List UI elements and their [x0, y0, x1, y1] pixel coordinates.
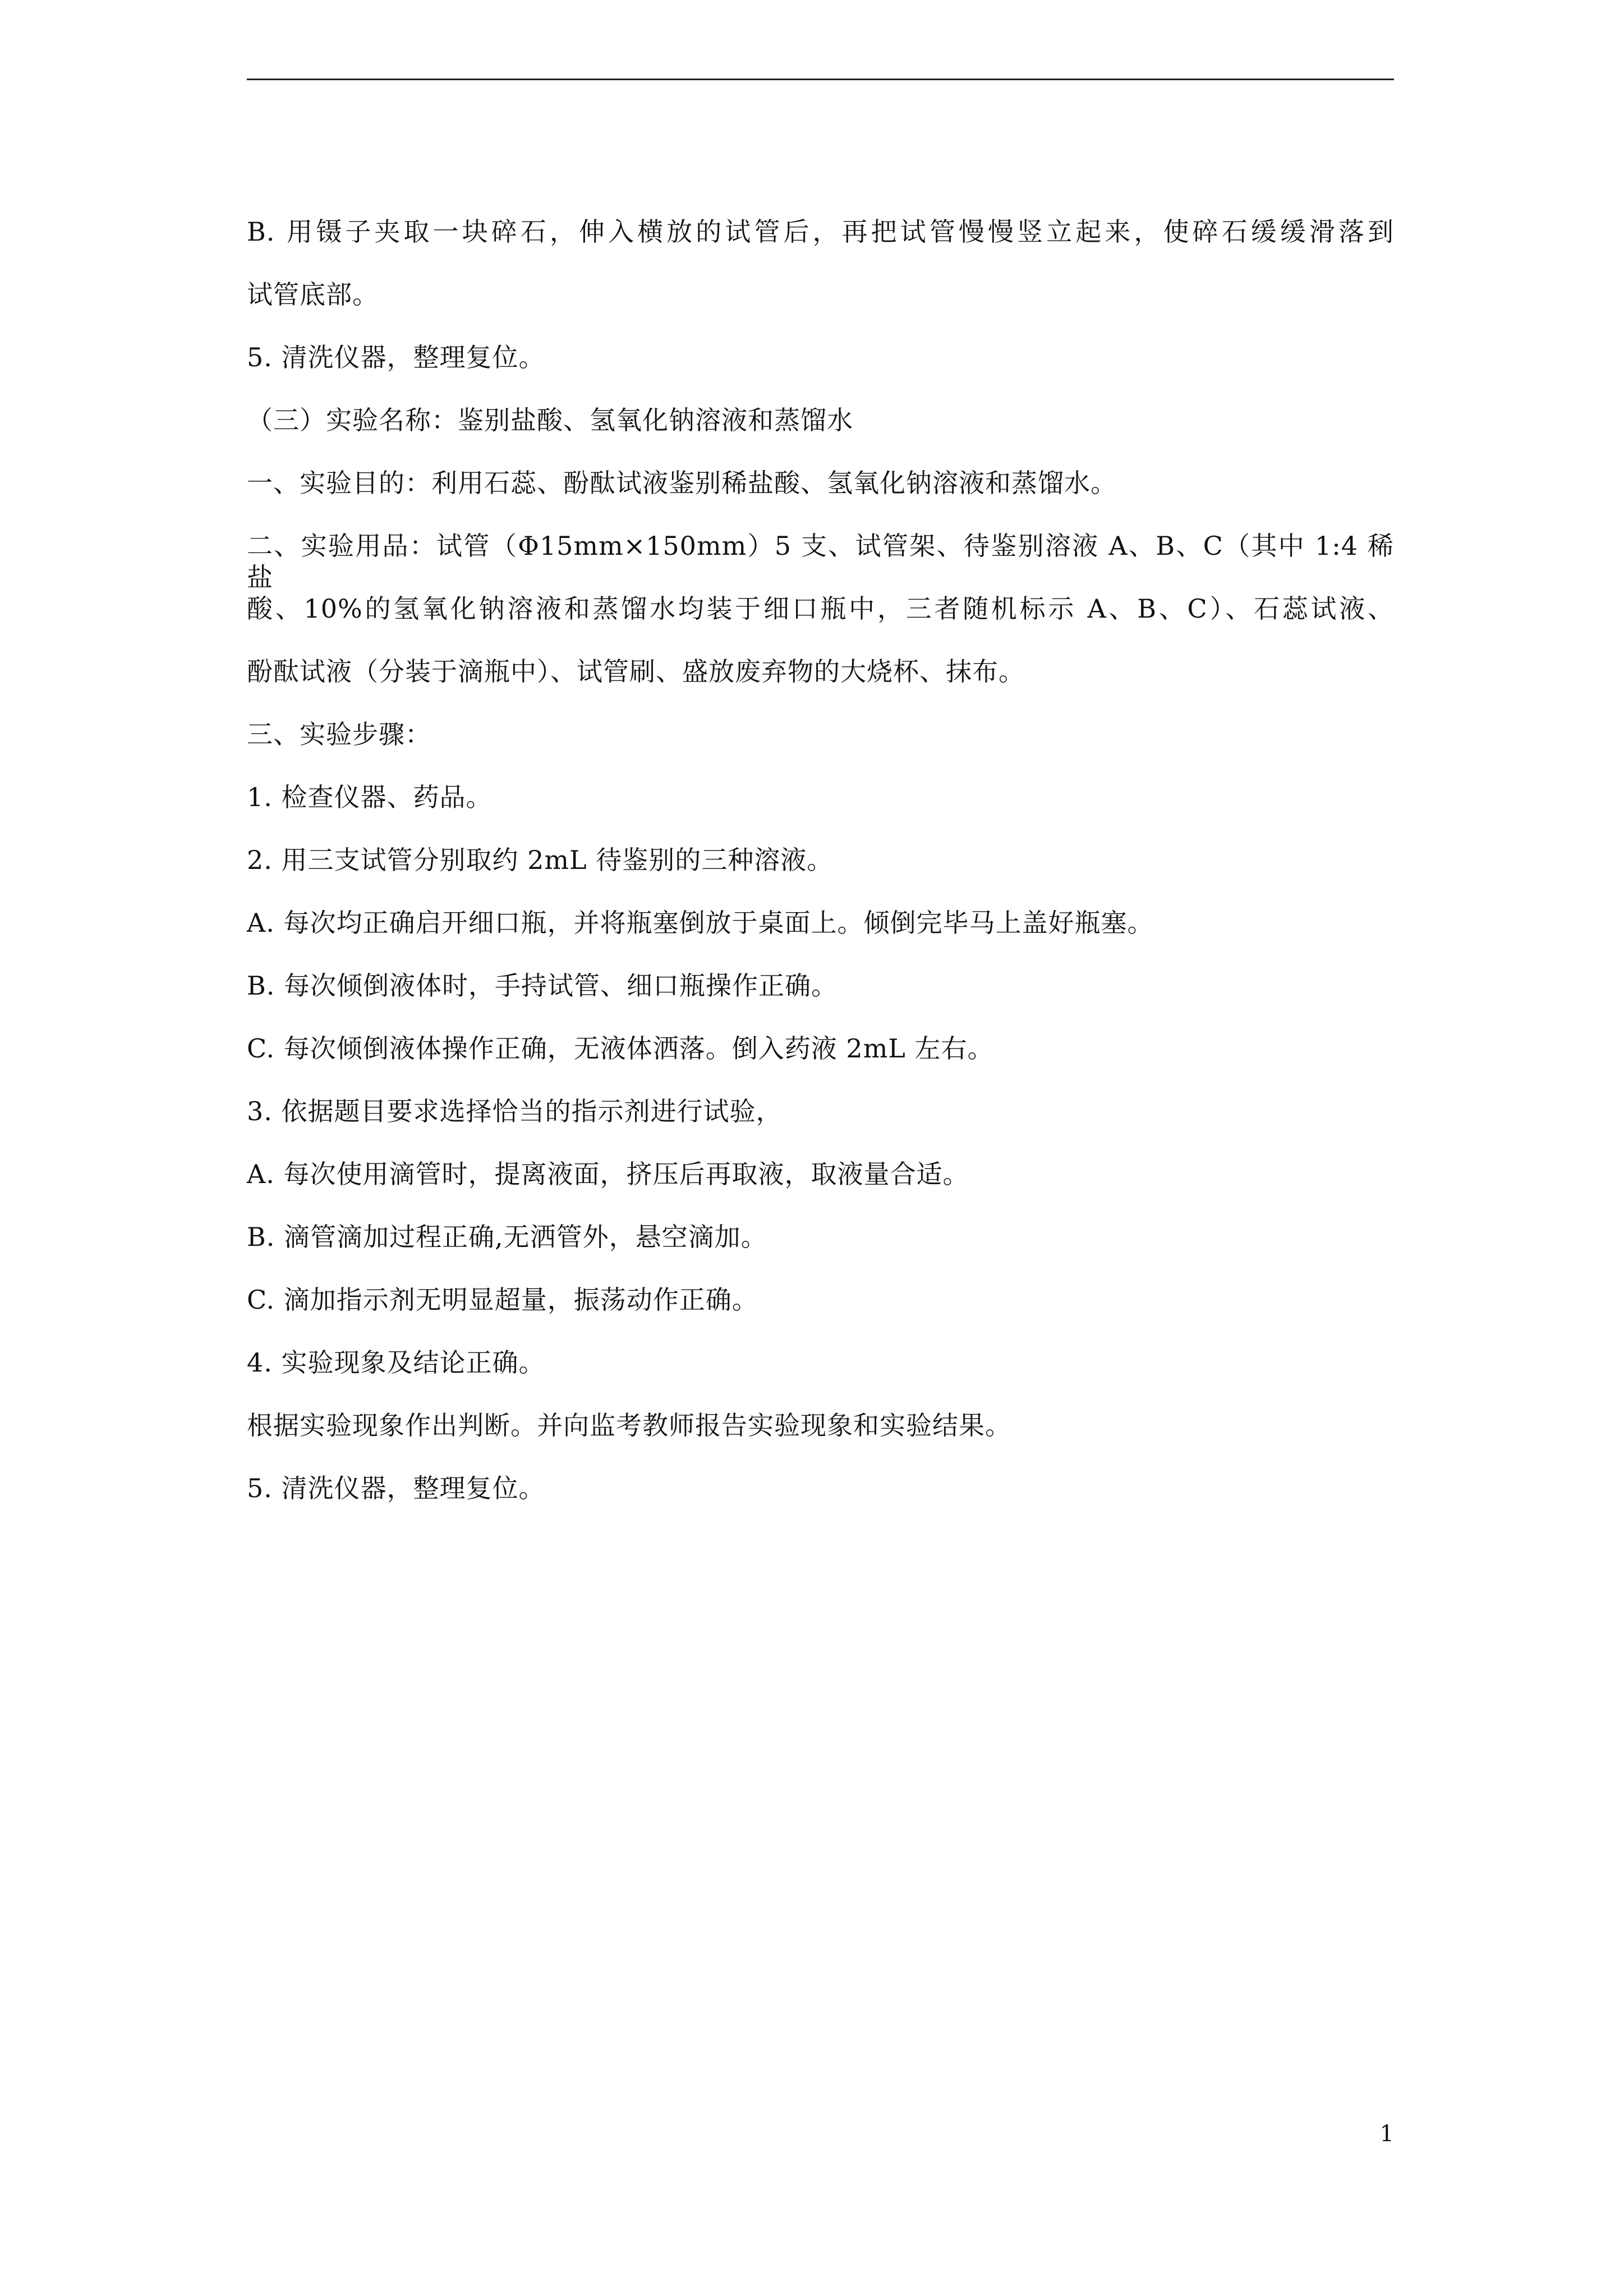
text-line: C. 滴加指示剂无明显超量，振荡动作正确。 [247, 1285, 758, 1315]
text-line: B. 滴管滴加过程正确,无洒管外，悬空滴加。 [247, 1222, 767, 1252]
text-line: 2. 用三支试管分别取约 2mL 待鉴别的三种溶液。 [247, 845, 834, 875]
text-line: 4. 实验现象及结论正确。 [247, 1347, 545, 1378]
header-rule [247, 79, 1394, 80]
text-line: A. 每次使用滴管时，提离液面，挤压后再取液，取液量合适。 [247, 1159, 969, 1189]
text-line: 1. 检查仪器、药品。 [247, 782, 493, 812]
text-line: 二、实验用品：试管（Φ15mm×150mm）5 支、试管架、待鉴别溶液 A、B、C（其中 1:4 稀盐 [247, 531, 1394, 592]
section-title: （三）实验名称：鉴别盐酸、氢氧化钠溶液和蒸馏水 [247, 405, 853, 435]
text-line: 3. 依据题目要求选择恰当的指示剂进行试验， [247, 1096, 783, 1126]
text-line: 根据实验现象作出判断。并向监考教师报告实验现象和实验结果。 [247, 1410, 1011, 1441]
text-line: C. 每次倾倒液体操作正确，无液体洒落。倒入药液 2mL 左右。 [247, 1033, 994, 1064]
page-number: 1 [1379, 2121, 1394, 2147]
text-line: 一、实验目的：利用石蕊、酚酞试液鉴别稀盐酸、氢氧化钠溶液和蒸馏水。 [247, 468, 1117, 498]
text-line: B. 用镊子夹取一块碎石，伸入横放的试管后，再把试管慢慢竖立起来，使碎石缓缓滑落到 [247, 217, 1394, 247]
text-line: B. 每次倾倒液体时，手持试管、细口瓶操作正确。 [247, 970, 838, 1001]
text-line: 5. 清洗仪器，整理复位。 [247, 342, 545, 372]
text-line: 酸、10%的氢氧化钠溶液和蒸馏水均装于细口瓶中，三者随机标示 A、B、C）、石蕊试液、 [247, 593, 1394, 624]
document-body [247, 216, 1394, 1535]
text-line: 试管底部。 [247, 279, 379, 310]
text-line: 酚酞试液（分装于滴瓶中）、试管刷、盛放废弃物的大烧杯、抹布。 [247, 656, 1025, 687]
text-line: A. 每次均正确启开细口瓶，并将瓶塞倒放于桌面上。倾倒完毕马上盖好瓶塞。 [247, 908, 1154, 938]
text-line: 三、实验步骤： [247, 719, 431, 749]
text-line: 5. 清洗仪器，整理复位。 [247, 1473, 545, 1503]
